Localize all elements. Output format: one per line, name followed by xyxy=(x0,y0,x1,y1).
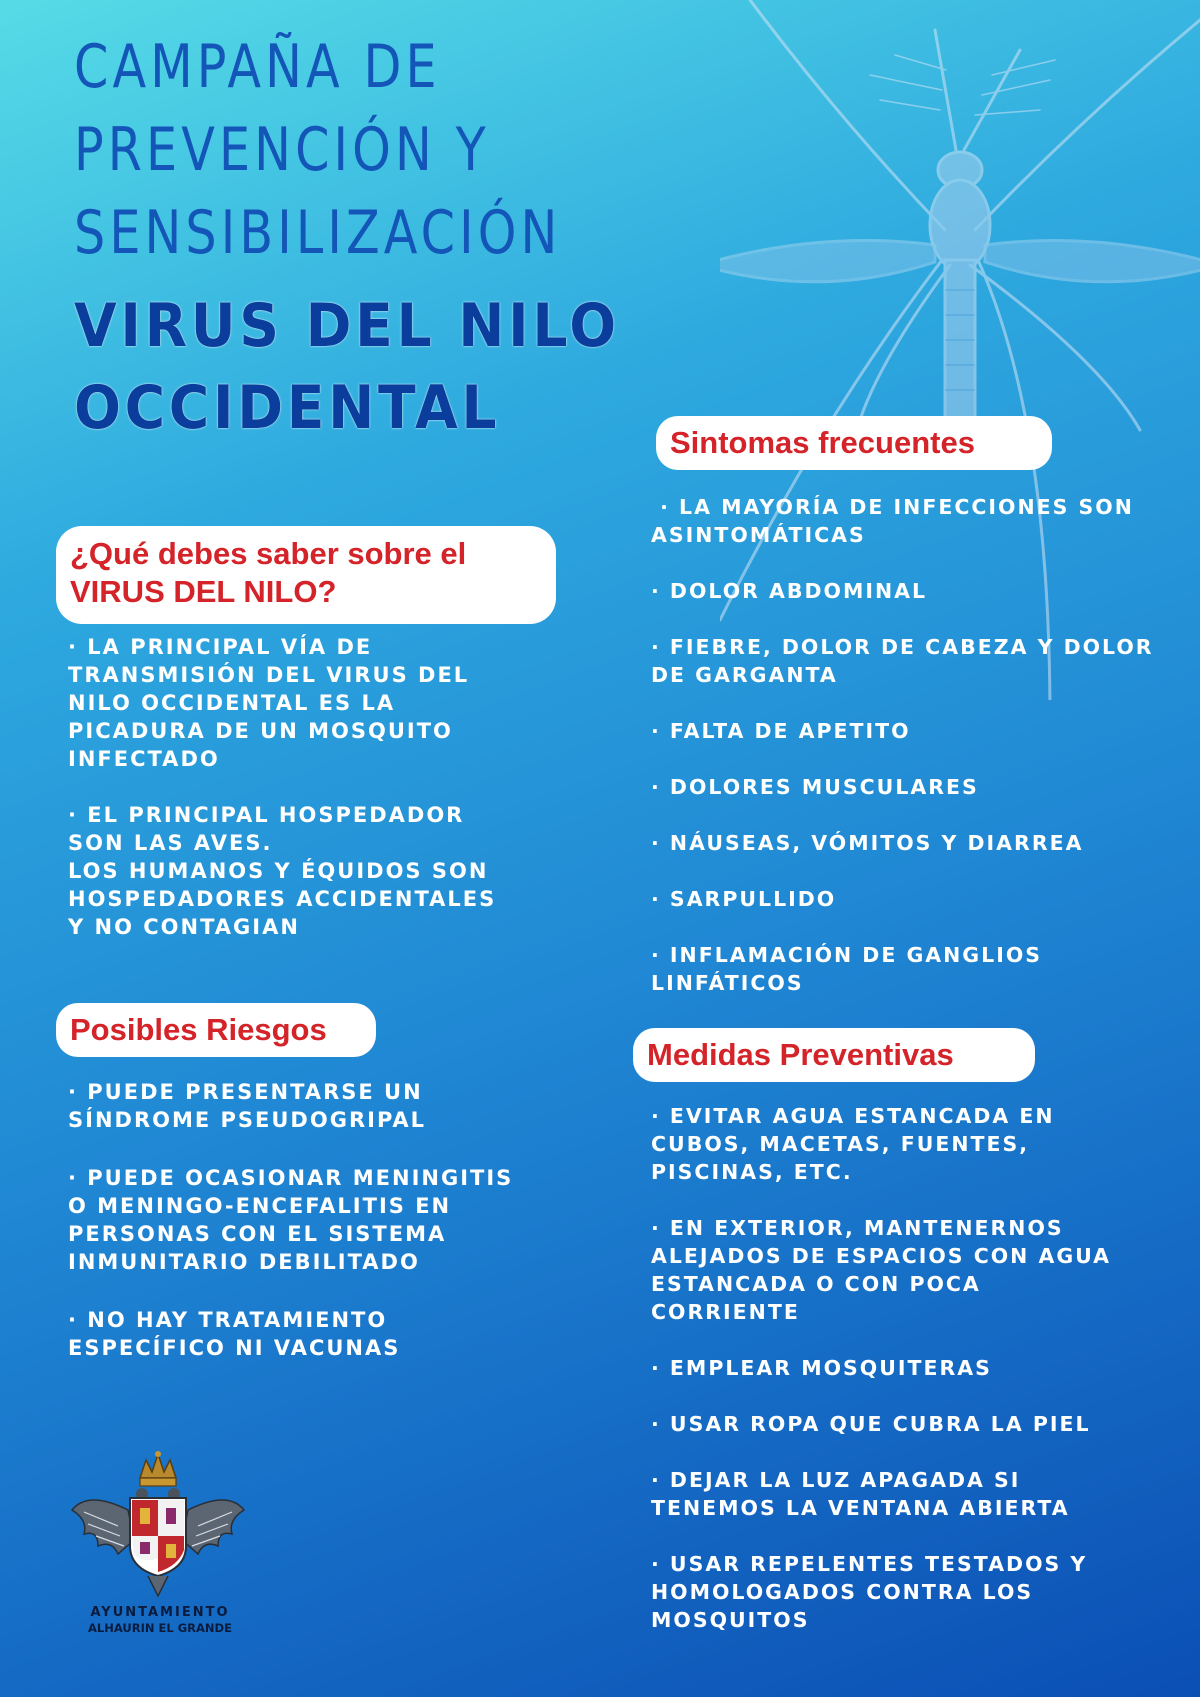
title-line-4: VIRUS DEL NILO xyxy=(74,291,620,361)
item-line: PICADURA DE UN MOSQUITO xyxy=(68,719,453,743)
sintomas-item xyxy=(651,773,1154,801)
item-line: · DOLOR ABDOMINAL xyxy=(651,579,928,603)
title-line-1: CAMPAÑA DE xyxy=(74,32,441,102)
medidas-item xyxy=(651,1466,1111,1522)
item-line: · EN EXTERIOR, MANTENERNOS xyxy=(651,1216,1064,1240)
title-line-5: OCCIDENTAL xyxy=(74,373,501,443)
item-line: O MENINGO-ENCEFALITIS EN xyxy=(68,1194,452,1218)
item-line: · EMPLEAR MOSQUITERAS xyxy=(651,1356,992,1380)
item-line: DE GARGANTA xyxy=(651,663,838,687)
item-line: TRANSMISIÓN DEL VIRUS DEL xyxy=(68,663,470,687)
heading-sintomas: Sintomas frecuentes xyxy=(656,416,1052,470)
sintomas-list xyxy=(651,493,1154,997)
item-line: PISCINAS, ETC. xyxy=(651,1160,853,1184)
medidas-item xyxy=(651,1550,1111,1634)
title-line-3: SENSIBILIZACIÓN xyxy=(74,198,562,268)
sintomas-item xyxy=(651,577,1154,605)
item-line: · SARPULLIDO xyxy=(651,887,837,911)
item-line: PERSONAS CON EL SISTEMA xyxy=(68,1222,447,1246)
item-line: · NO HAY TRATAMIENTO xyxy=(68,1308,388,1332)
sintomas-item xyxy=(651,633,1154,689)
item-line: HOMOLOGADOS CONTRA LOS xyxy=(651,1580,1034,1604)
item-line: · USAR REPELENTES TESTADOS Y xyxy=(651,1552,1088,1576)
item-line: HOSPEDADORES ACCIDENTALES xyxy=(68,887,497,911)
item-line: · USAR ROPA QUE CUBRA LA PIEL xyxy=(651,1412,1091,1436)
item-line: INFECTADO xyxy=(68,747,220,771)
title-line-2: PREVENCIÓN Y xyxy=(74,115,490,185)
item-line: LINFÁTICOS xyxy=(651,971,804,995)
item-line: LOS HUMANOS Y ÉQUIDOS SON xyxy=(68,859,489,883)
item-line: · PUEDE OCASIONAR MENINGITIS xyxy=(68,1166,514,1190)
item-line: · DOLORES MUSCULARES xyxy=(651,775,979,799)
logo-text-town: ALHAURIN EL GRANDE xyxy=(88,1621,232,1635)
coat-of-arms-logo xyxy=(68,1450,248,1600)
crown-icon xyxy=(140,1451,176,1486)
item-line: ESTANCADA O CON POCA xyxy=(651,1272,981,1296)
item-line: · PUEDE PRESENTARSE UN xyxy=(68,1080,423,1104)
heading-saber-line1: ¿Qué debes saber sobre el xyxy=(70,536,467,571)
item-line: TENEMOS LA VENTANA ABIERTA xyxy=(651,1496,1070,1520)
item-line: ESPECÍFICO NI VACUNAS xyxy=(68,1336,401,1360)
saber-item xyxy=(68,801,496,941)
item-line: · FALTA DE APETITO xyxy=(651,719,911,743)
item-line: MOSQUITOS xyxy=(651,1608,810,1632)
riesgos-item xyxy=(68,1306,513,1362)
heading-saber xyxy=(56,526,556,624)
item-line: ASINTOMÁTICAS xyxy=(651,523,866,547)
item-line: · FIEBRE, DOLOR DE CABEZA Y DOLOR xyxy=(651,635,1154,659)
item-line: · EVITAR AGUA ESTANCADA EN xyxy=(651,1104,1055,1128)
heading-medidas: Medidas Preventivas xyxy=(633,1028,1035,1082)
item-line: CUBOS, MACETAS, FUENTES, xyxy=(651,1132,1030,1156)
item-line: Y NO CONTAGIAN xyxy=(68,915,300,939)
logo-text-ayuntamiento: AYUNTAMIENTO xyxy=(90,1605,230,1620)
medidas-item xyxy=(651,1102,1111,1186)
saber-list xyxy=(68,633,496,941)
medidas-item xyxy=(651,1410,1111,1438)
item-line: · LA PRINCIPAL VÍA DE xyxy=(68,635,373,659)
item-line: · INFLAMACIÓN DE GANGLIOS xyxy=(651,943,1043,967)
medidas-item xyxy=(651,1354,1111,1382)
item-line: · EL PRINCIPAL HOSPEDADOR xyxy=(68,803,465,827)
riesgos-item xyxy=(68,1078,513,1134)
sintomas-item xyxy=(651,717,1154,745)
heading-riesgos: Posibles Riesgos xyxy=(56,1003,376,1057)
sintomas-item xyxy=(651,885,1154,913)
medidas-list xyxy=(651,1102,1111,1634)
item-line: INMUNITARIO DEBILITADO xyxy=(68,1250,420,1274)
riesgos-list xyxy=(68,1078,513,1362)
item-line: · NÁUSEAS, VÓMITOS Y DIARREA xyxy=(651,831,1084,855)
riesgos-item xyxy=(68,1164,513,1276)
sintomas-item xyxy=(651,493,1154,549)
saber-item xyxy=(68,633,496,773)
item-line: NILO OCCIDENTAL ES LA xyxy=(68,691,396,715)
item-line: SON LAS AVES. xyxy=(68,831,273,855)
sintomas-item xyxy=(651,941,1154,997)
item-line: SÍNDROME PSEUDOGRIPAL xyxy=(68,1108,427,1132)
medidas-item xyxy=(651,1214,1111,1326)
item-line: · DEJAR LA LUZ APAGADA SI xyxy=(651,1468,1021,1492)
item-line: · LA MAYORÍA DE INFECCIONES SON xyxy=(651,495,1134,519)
item-line: CORRIENTE xyxy=(651,1300,800,1324)
item-line: ALEJADOS DE ESPACIOS CON AGUA xyxy=(651,1244,1112,1268)
heading-saber-line2: VIRUS DEL NILO? xyxy=(70,573,337,609)
sintomas-item xyxy=(651,829,1154,857)
